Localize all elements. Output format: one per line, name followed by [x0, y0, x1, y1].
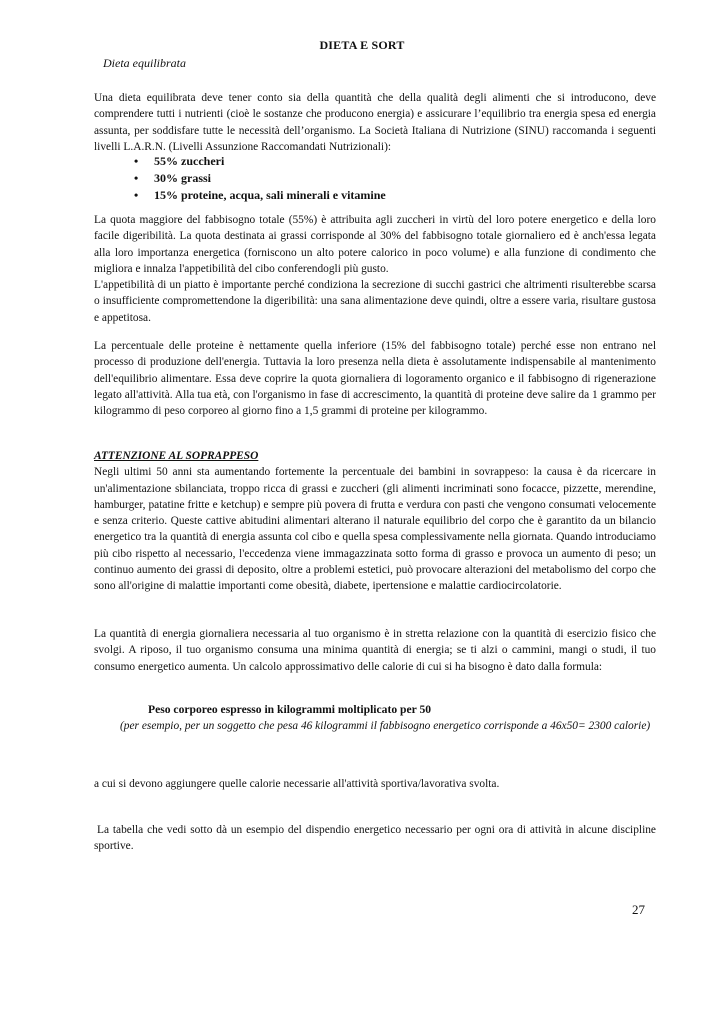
- paragraph-sugars-fats: La quota maggiore del fabbisogno totale (55%) è attribuita agli zuccheri in virtù del loro potere energetico e della loro facile digeribilità. La quota destinata ai grassi corrisponde al 30% del fabbisogno totale giornaliero ed è anch'essa legata alla loro importanza energetica (forniscono un alto potere calorico in poco volume) e alla funzione di condimento che migliora e innalza l'appetibilità del cibo conferendogli più gusto.: [94, 214, 656, 275]
- page-title: DIETA E SORT: [319, 38, 405, 52]
- additional-calories: [94, 776, 656, 792]
- page-number: 27: [632, 902, 645, 917]
- proteins-section: [94, 338, 656, 419]
- overweight-section: [94, 448, 656, 595]
- section-heading: ATTENZIONE AL SOPRAPPESO: [94, 450, 259, 462]
- list-item: • 15% proteine, acqua, sali minerali e vitamine: [130, 187, 386, 204]
- paragraph-table-intro: La tabella che vedi sotto dà un esempio del dispendio energetico necessario per ogni ora di attività in alcune discipline sportive.: [94, 824, 656, 853]
- calorie-formula: Peso corporeo espresso in kilogrammi moltiplicato per 50: [148, 703, 432, 716]
- list-item: • 30% grassi: [130, 170, 386, 187]
- paragraph-proteins: La percentuale delle proteine è nettamente quella inferiore (15% del fabbisogno totale) perché esse non entrano nel processo di produzione dell'energia. Tuttavia la loro presenza nella dieta è assolutamente indispensabile al mantenimento dell'equilibrio alimentare. Essa deve coprire la quota giornaliera di logoramento organico e il fabbisogno di rigenerazione legato all'attività. Alla tua età, con l'organismo in fase di accrescimento, la quantità di proteine deve salire da 1 grammo per kilogrammo di peso corporeo al giorno fino a 1,5 grammi di proteine per kilogrammo.: [94, 340, 656, 418]
- paragraph-energy: La quantità di energia giornaliera necessaria al tuo organismo è in stretta relazione con la quantità di esercizio fisico che svolgi. A riposo, il tuo organismo consuma una minima quantità di energia; se ti alzi o cammini, mangi o studi, il tuo consumo energetico aumenta. Un calcolo approssimativo delle calorie di cui si ha bisogno è dato dalla formula:: [94, 628, 656, 673]
- intro-paragraph: [94, 90, 656, 155]
- formula-example: (per esempio, per un soggetto che pesa 46 kilogrammi il fabbisogno energetico corrisponde a 46x50= 2300 calorie): [120, 720, 651, 732]
- intro-text: Una dieta equilibrata deve tener conto sia della quantità che della qualità degli alimenti che si introducono, deve comprendere tutti i nutrienti (cioè le sostanze che producono energia) e assicurare l’equilibrio tra energia spesa ed energia assunta, per soddisfare tutte le necessità dell’organismo. La Società Italiana di Nutrizione (SINU) raccomanda i seguenti livelli L.A.R.N. (Livelli Assunzione Raccomandati Nutrizionali):: [94, 92, 656, 153]
- sugars-fats-section: [94, 212, 656, 326]
- paragraph-appetibility: L'appetibilità di un piatto è importante perché condiziona la secrezione di succhi gastrici che altrimenti risulterebbe scarsa o insufficiente compromettendone la digeribilità: una sana alimentazione deve quindi, oltre a essere varia, risultare gustosa e appetitosa.: [94, 279, 656, 324]
- paragraph-overweight: Negli ultimi 50 anni sta aumentando fortemente la percentuale dei bambini in sovrappeso: la causa è da ricercare in un'alimentazione sbilanciata, troppo ricca di grassi e zuccheri (gli alimenti incriminati sono focacce, pizzette, merendine, hamburger, patatine fritte e ketchup) e sempre più povera di frutta e verdura con pasti che vengono consumati velocemente e senza criterio. Queste cattive abitudini alimentari alterano il naturale equilibrio del corpo che è garantito da un bilancio energetico tra la quantità di energia assunta col cibo e quella spesa complessivamente nella giornata. Quando introduciamo più cibo rispetto al necessario, l'eccedenza viene immagazzinata sotto forma di grasso e provoca un aumento di peso; un continuo aumento dei grassi di deposito, oltre a problemi estetici, può provocare alterazioni del metabolismo del corpo che sono all'origine di malattie importanti come obesità, diabete, ipertensione e malattie cardiocircolatorie.: [94, 466, 656, 593]
- page-subtitle: Dieta equilibrata: [103, 56, 186, 70]
- energy-section: [94, 626, 656, 675]
- list-item: • 55% zuccheri: [130, 153, 386, 170]
- table-intro: [94, 822, 656, 855]
- larn-list: [130, 153, 386, 204]
- paragraph-additional-calories: a cui si devono aggiungere quelle calorie necessarie all'attività sportiva/lavorativa svolta.: [94, 778, 500, 790]
